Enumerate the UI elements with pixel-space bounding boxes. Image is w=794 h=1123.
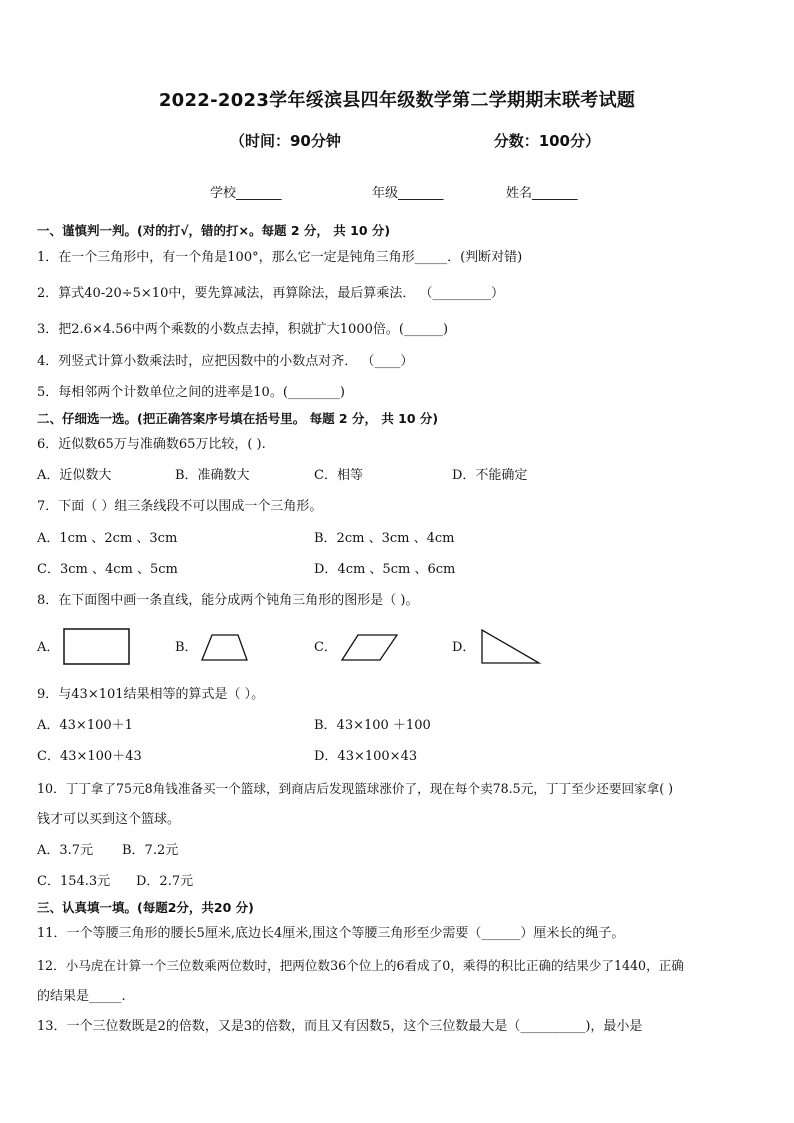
question-12-line1: 12．小马虎在计算一个三位数乘两位数时，把两位数36个位上的6看成了0，乘得的积比正确的结果少了1440，正确 xyxy=(37,958,684,973)
question-13: 13．一个三位数既是2的倍数，又是3的倍数，而且又有因数5，这个三位数最大是（__________)，最小是 xyxy=(37,1019,643,1034)
question-4: 4．列竖式计算小数乘法时，应把因数中的小数点对齐． （____） xyxy=(37,354,414,369)
q6-option-c: C．相等 xyxy=(314,468,363,483)
question-10-line1: 10．丁丁拿了75元8角钱准备买一个篮球，到商店后发现篮球涨价了，现在每个卖78.5元，丁丁至少还要回家拿( ) xyxy=(37,781,674,796)
exam-title: 2022-2023学年绥滨县四年级数学第二学期期末联考试题 xyxy=(158,90,636,111)
q9-option-c: C．43×100＋43 xyxy=(37,749,142,764)
q10-option-b: B．7.2元 xyxy=(122,843,179,858)
name-field: 姓名_______ xyxy=(506,186,578,201)
question-5: 5．每相邻两个计数单位之间的进率是10。(________) xyxy=(37,385,345,400)
q6-option-d: D．不能确定 xyxy=(452,468,528,483)
trapezoid-figure xyxy=(200,633,250,663)
question-3: 3．把2.6×4.56中两个乘数的小数点去掉，积就扩大1000倍。(______) xyxy=(37,322,449,337)
question-8: 8．在下面图中画一条直线，能分成两个钝角三角形的图形是（ )。 xyxy=(37,593,419,608)
q9-option-b: B．43×100 ＋100 xyxy=(314,718,431,733)
q9-option-d: D．43×100×43 xyxy=(314,749,418,764)
question-11: 11．一个等腰三角形的腰长5厘米,底边长4厘米,围这个等腰三角形至少需要（______）厘米长的绳子。 xyxy=(37,926,625,941)
q7-option-b: B．2cm 、3cm 、4cm xyxy=(314,531,455,546)
question-1: 1．在一个三角形中，有一个角是100°，那么它一定是钝角三角形_____．(判断对错) xyxy=(37,250,523,265)
section1-heading: 一、谨慎判一判。(对的打√，错的打×。每题 2 分， 共 10 分) xyxy=(37,223,391,238)
section2-heading: 二、仔细选一选。(把正确答案序号填在括号里。 每题 2 分， 共 10 分) xyxy=(37,411,439,426)
grade-field: 年级_______ xyxy=(372,186,444,201)
parallelogram-figure xyxy=(340,633,400,663)
q10-option-d: D．2.7元 xyxy=(136,874,194,889)
question-12-line2: 的结果是_____. xyxy=(37,989,126,1004)
question-7: 7．下面（ ）组三条线段不可以围成一个三角形。 xyxy=(37,499,323,514)
school-field: 学校_______ xyxy=(210,186,282,201)
question-10-line2: 钱才可以买到这个篮球。 xyxy=(37,812,181,827)
q6-option-a: A．近似数大 xyxy=(37,468,112,483)
q8-option-c: C． xyxy=(314,640,337,655)
q7-option-d: D．4cm 、5cm 、6cm xyxy=(314,562,456,577)
q8-option-b: B． xyxy=(175,640,198,655)
q10-option-c: C．154.3元 xyxy=(37,874,111,889)
question-2: 2．算式40-20÷5×10中，要先算减法，再算除法，最后算乘法． （_________） xyxy=(37,286,504,301)
q9-option-a: A．43×100＋1 xyxy=(37,718,133,733)
rectangle-figure xyxy=(63,628,131,666)
exam-subtitle xyxy=(230,130,600,151)
q8-option-d: D． xyxy=(452,640,476,655)
q7-option-a: A．1cm 、2cm 、3cm xyxy=(37,531,178,546)
exam-score: 分数：100分） xyxy=(493,132,600,150)
q8-option-a: A． xyxy=(37,640,60,655)
q7-option-c: C．3cm 、4cm 、5cm xyxy=(37,562,178,577)
question-6: 6．近似数65万与准确数65万比较，( ). xyxy=(37,437,266,452)
section3-heading: 三、认真填一填。(每题2分，共20 分) xyxy=(37,900,254,915)
exam-time: （时间：90分钟 xyxy=(230,132,341,150)
q10-option-a: A．3.7元 xyxy=(37,843,94,858)
question-9: 9．与43×101结果相等的算式是（ ）。 xyxy=(37,687,265,702)
q6-option-b: B．准确数大 xyxy=(175,468,250,483)
right-triangle-figure xyxy=(480,628,542,666)
